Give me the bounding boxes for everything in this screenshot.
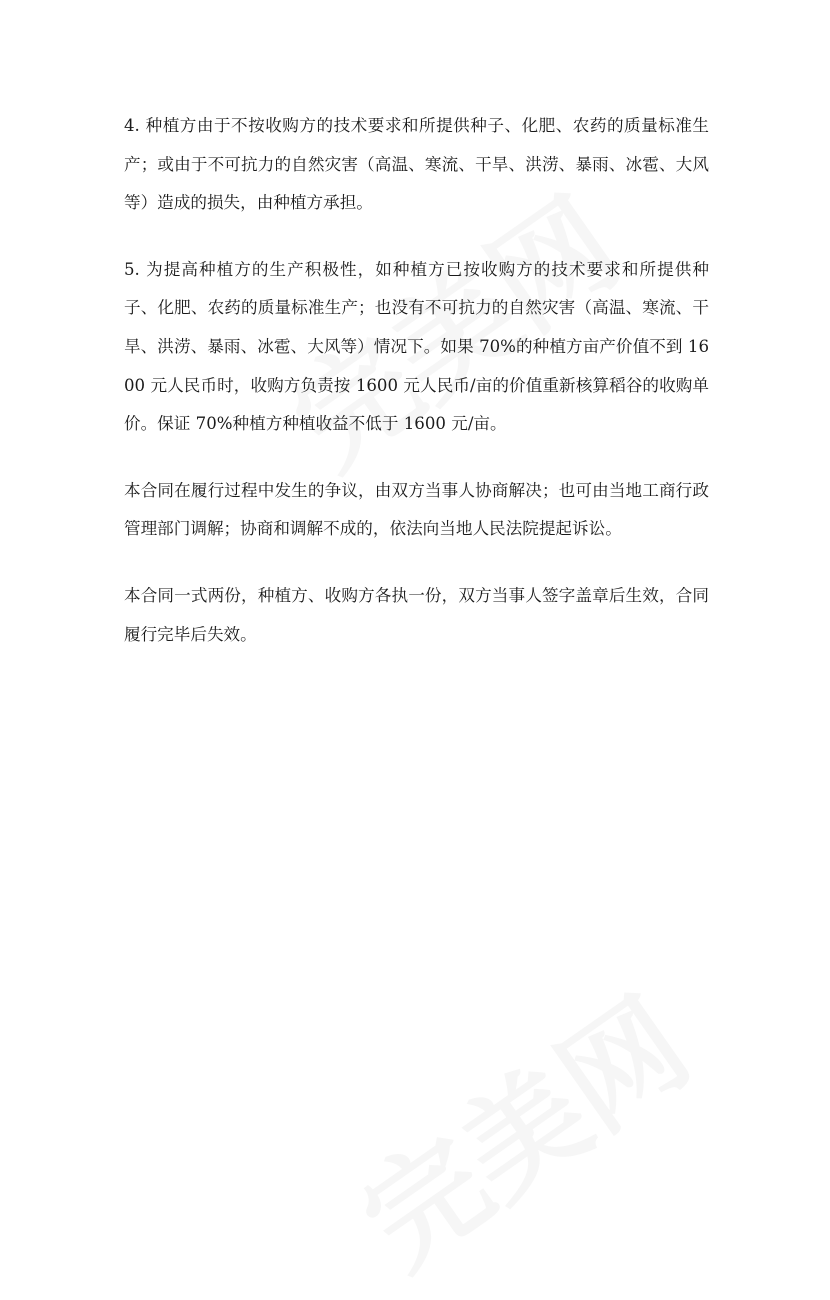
document-body <box>124 107 709 682</box>
contract-copies-paragraph: 本合同一式两份，种植方、收购方各执一份，双方当事人签字盖章后生效，合同履行完毕后失效。 <box>124 585 709 644</box>
watermark-bottom <box>323 952 717 1299</box>
clause-4-paragraph: 4. 种植方由于不按收购方的技术要求和所提供种子、化肥、农药的质量标准生产；或由于不可抗力的自然灾害（高温、寒流、干旱、洪涝、暴雨、冰雹、大风等）造成的损失，由种植方承担。 <box>124 116 709 213</box>
dispute-resolution-paragraph: 本合同在履行过程中发生的争议，由双方当事人协商解决；也可由当地工商行政管理部门调解；协商和调解不成的，依法向当地人民法院提起诉讼。 <box>124 480 709 539</box>
clause-5-paragraph: 5. 为提高种植方的生产积极性，如种植方已按收购方的技术要求和所提供种子、化肥、农药的质量标准生产；也没有不可抗力的自然灾害（高温、寒流、干旱、洪涝、暴雨、冰雹、大风等）情况下。如果 70%的种植方亩产价值不到 1600 元人民币时，收购方负责按 1600 元人民币/亩的价值重新核算稻谷的收购单价。保证 70%种植方种植收益不低于 1600 元/亩。 <box>124 259 709 434</box>
